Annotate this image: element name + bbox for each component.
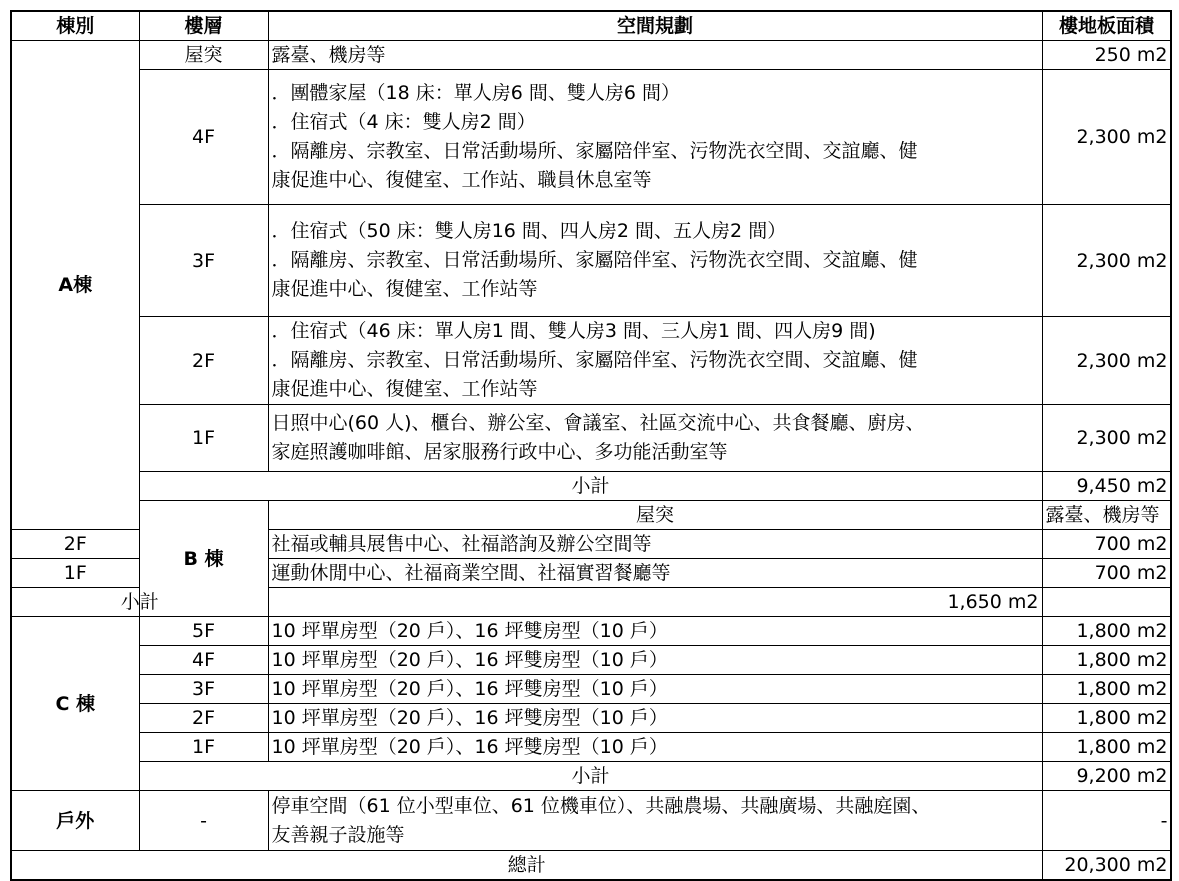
table-row [11, 617, 1171, 646]
table-row [11, 70, 1171, 205]
space-cell: 10 坪單房型（20 戶）、16 坪雙房型（10 戶） [268, 617, 1042, 646]
space-line: 友善親子設施等 [271, 823, 405, 846]
area-cell: 1,800 m2 [1042, 675, 1171, 704]
space-cell: 運動休閒中心、社福商業空間、社福實習餐廳等 [268, 559, 1042, 588]
header-space: 空間規劃 [268, 11, 1042, 41]
table-row [11, 317, 1171, 405]
table-row [11, 791, 1171, 851]
area-cell: 1,800 m2 [1042, 646, 1171, 675]
space-cell [268, 317, 1042, 405]
header-floor: 樓層 [139, 11, 268, 41]
space-cell [268, 791, 1042, 851]
subtotal-label: 小計 [139, 472, 1042, 501]
space-cell: 10 坪單房型（20 戶）、16 坪雙房型（10 戶） [268, 646, 1042, 675]
floor-cell: - [139, 791, 268, 851]
building-c: C 棟 [11, 617, 139, 791]
floor-cell: 1F [139, 733, 268, 762]
area-cell: 2,300 m2 [1042, 205, 1171, 317]
area-cell: 2,300 m2 [1042, 317, 1171, 405]
building-outdoor: 戶外 [11, 791, 139, 851]
building-a: A棟 [11, 41, 139, 530]
space-line: 康促進中心、復健室、工作站、職員休息室等 [271, 169, 652, 191]
table-row [11, 405, 1171, 472]
subtotal-row [11, 588, 1171, 617]
subtotal-area: 9,200 m2 [1042, 762, 1171, 791]
floor-cell: 1F [11, 559, 139, 588]
space-line: ．住宿式（4 床：雙人房2 間） [271, 111, 536, 133]
space-line: 日照中心(60 人)、櫃台、辦公室、會議室、社區交流中心、共食餐廳、廚房、 [271, 412, 925, 434]
area-cell: 700 m2 [1042, 559, 1171, 588]
area-cell: 2,300 m2 [1042, 405, 1171, 472]
table-row [11, 205, 1171, 317]
floor-cell: 1F [139, 405, 268, 472]
floor-cell: 2F [139, 317, 268, 405]
floor-cell: 3F [139, 675, 268, 704]
space-line: 康促進中心、復健室、工作站等 [271, 278, 538, 300]
floor-area-table [10, 10, 1172, 881]
space-line: 康促進中心、復健室、工作站等 [271, 378, 538, 400]
table-row [11, 733, 1171, 762]
space-line: ．隔離房、宗教室、日常活動場所、家屬陪伴室、污物洗衣空間、交誼廳、健 [271, 140, 918, 162]
space-cell: 社福或輔具展售中心、社福諮詢及辦公空間等 [268, 530, 1042, 559]
area-cell: 1,800 m2 [1042, 704, 1171, 733]
header-building: 棟別 [11, 11, 139, 41]
floor-cell: 屋突 [139, 41, 268, 70]
subtotal-area: 1,650 m2 [268, 588, 1042, 617]
space-line: ．住宿式（46 床：單人房1 間、雙人房3 間、三人房1 間、四人房9 間) [271, 320, 876, 342]
space-cell: 10 坪單房型（20 戶）、16 坪雙房型（10 戶） [268, 704, 1042, 733]
building-b: B 棟 [139, 501, 268, 617]
area-cell: - [1042, 791, 1171, 851]
subtotal-row [11, 472, 1171, 501]
space-cell: 10 坪單房型（20 戶）、16 坪雙房型（10 戶） [268, 733, 1042, 762]
table-row [11, 501, 1171, 530]
space-cell: 露臺、機房等 [268, 41, 1042, 70]
area-cell: 2,300 m2 [1042, 70, 1171, 205]
floor-cell: 2F [11, 530, 139, 559]
floor-cell: 5F [139, 617, 268, 646]
table-row [11, 41, 1171, 70]
space-cell [268, 205, 1042, 317]
table-row [11, 675, 1171, 704]
space-line: ．住宿式（50 床：雙人房16 間、四人房2 間、五人房2 間） [271, 220, 787, 242]
space-cell [268, 70, 1042, 205]
subtotal-row [11, 762, 1171, 791]
floor-cell: 屋突 [268, 501, 1042, 530]
space-line: 停車空間（61 位小型車位、61 位機車位）、共融農場、共融廣場、共融庭園、 [271, 794, 931, 817]
subtotal-area: 9,450 m2 [1042, 472, 1171, 501]
floor-cell: 4F [139, 646, 268, 675]
area-cell: 1,800 m2 [1042, 617, 1171, 646]
space-line: 家庭照護咖啡館、居家服務行政中心、多功能活動室等 [271, 441, 728, 463]
floor-cell: 2F [139, 704, 268, 733]
table-row [11, 704, 1171, 733]
total-area: 20,300 m2 [1042, 851, 1171, 881]
floor-cell: 3F [139, 205, 268, 317]
total-label: 總計 [11, 851, 1042, 881]
subtotal-label: 小計 [11, 588, 268, 617]
area-cell: 700 m2 [1042, 530, 1171, 559]
space-cell: 10 坪單房型（20 戶）、16 坪雙房型（10 戶） [268, 675, 1042, 704]
area-cell: 250 m2 [1042, 41, 1171, 70]
space-line: ．團體家屋（18 床：單人房6 間、雙人房6 間） [271, 82, 680, 104]
space-line: ．隔離房、宗教室、日常活動場所、家屬陪伴室、污物洗衣空間、交誼廳、健 [271, 349, 918, 371]
table-row [11, 646, 1171, 675]
header-row [11, 11, 1171, 41]
space-line: ．隔離房、宗教室、日常活動場所、家屬陪伴室、污物洗衣空間、交誼廳、健 [271, 249, 918, 271]
subtotal-label: 小計 [139, 762, 1042, 791]
space-cell [268, 405, 1042, 472]
header-area: 樓地板面積 [1042, 11, 1171, 41]
space-cell: 露臺、機房等 [1042, 501, 1171, 530]
area-cell: 1,800 m2 [1042, 733, 1171, 762]
floor-cell: 4F [139, 70, 268, 205]
